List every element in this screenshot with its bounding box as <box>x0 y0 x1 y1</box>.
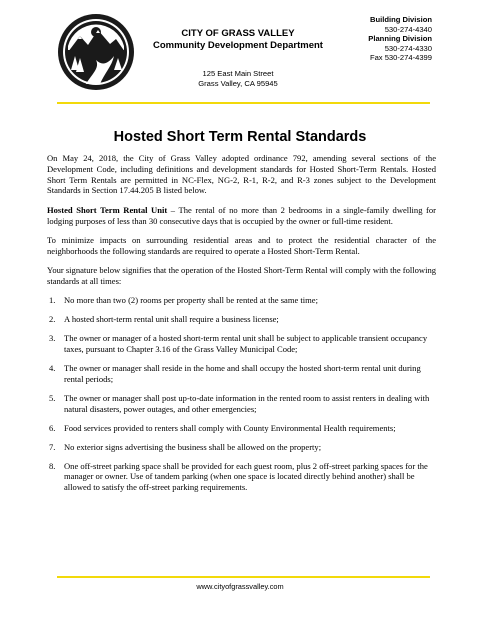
footer-divider <box>57 576 430 578</box>
contact-block <box>368 15 432 63</box>
list-item <box>47 393 436 415</box>
organization-block <box>140 28 336 52</box>
footer-website[interactable]: www.cityofgrassvalley.com <box>196 582 284 591</box>
mailing-address <box>180 69 296 89</box>
address-city: Grass Valley, CA 95945 <box>198 79 278 88</box>
impacts-paragraph: To minimize impacts on surrounding residential areas and to protect the residential character of the neighborhoods the following standards are required to operate a Hosted Short-Term Rental. <box>47 234 436 256</box>
list-text: The owner or manager shall reside in the home and shall occupy the hosted short-term rental unit during rental periods; <box>64 363 421 384</box>
city-name: CITY OF GRASS VALLEY <box>181 28 295 39</box>
list-item <box>47 423 436 434</box>
definition-term: Hosted Short Term Rental Unit <box>47 204 168 215</box>
list-item <box>47 314 436 325</box>
planning-division-label: Planning Division <box>368 34 432 44</box>
list-item <box>47 461 436 493</box>
definition-text: – The rental of no more than 2 bedrooms in a single-family dwelling for lodging purposes of less than 30 consecutive days that is occupied by the owner or full-time resident. <box>47 204 437 226</box>
list-number: 4. <box>49 363 56 374</box>
list-item <box>47 363 436 385</box>
planning-division-phone: 530-274-4330 <box>384 43 432 53</box>
list-text: Food services provided to renters shall comply with County Environmental Health requirements; <box>64 422 396 433</box>
intro-paragraph: On May 24, 2018, the City of Grass Valley adopted ordinance 792, amending several sections of the Development Code, including definitions and development standards for Hosted Short-Term Rentals. Hosted Short Term Rentals are permitted in NC-Flex, NG-2, R-1, R-2, and R-3 zones subject to the Development Standards in Section 17.44.205 B listed below. <box>47 153 436 196</box>
signature-paragraph: Your signature below signifies that the operation of the Hosted Short-Term Rental will comply with the following standards at all times: <box>47 265 436 286</box>
list-text: No more than two (2) rooms per property shall be rented at the same time; <box>64 295 318 306</box>
city-seal-icon <box>56 12 136 92</box>
header-divider <box>57 102 430 104</box>
list-item <box>47 333 436 355</box>
address-street: 125 East Main Street <box>202 69 274 78</box>
document-body <box>47 153 436 501</box>
list-number: 6. <box>49 422 56 433</box>
fax-number: Fax 530-274-4399 <box>369 53 432 63</box>
list-item <box>47 295 436 306</box>
building-division-phone: 530-274-4340 <box>384 24 432 34</box>
list-text: One off-street parking space shall be provided for each guest room, plus 2 off-street parking spaces for the manager or owner. Use of tandem parking (when one space is located directly behind another) shall be allowed to satisfy the off-street parking requirements. <box>64 460 428 493</box>
definition-paragraph <box>47 205 436 227</box>
list-text: The owner or manager of a hosted short-term rental unit shall be subject to applicable transient occupancy taxes, pursuant to Chapter 3.16 of the Grass Valley Municipal Code; <box>64 333 428 355</box>
page-title: Hosted Short Term Rental Standards <box>113 129 367 145</box>
list-number: 5. <box>49 392 56 403</box>
list-item <box>47 442 436 453</box>
list-text: The owner or manager shall post up-to-date information in the rented room to assist renters in dealing with natural disasters, power outages, and other emergencies; <box>64 392 430 414</box>
list-number: 8. <box>49 460 56 471</box>
list-text: No exterior signs advertising the business shall be allowed on the property; <box>64 441 322 452</box>
standards-list <box>47 295 436 493</box>
list-text: A hosted short-term rental unit shall require a business license; <box>64 314 279 325</box>
department-name: Community Development Department <box>153 40 323 51</box>
list-number: 7. <box>49 441 56 452</box>
list-number: 2. <box>49 314 56 325</box>
building-division-label: Building Division <box>369 15 432 24</box>
list-number: 3. <box>49 333 56 344</box>
list-number: 1. <box>49 295 56 306</box>
